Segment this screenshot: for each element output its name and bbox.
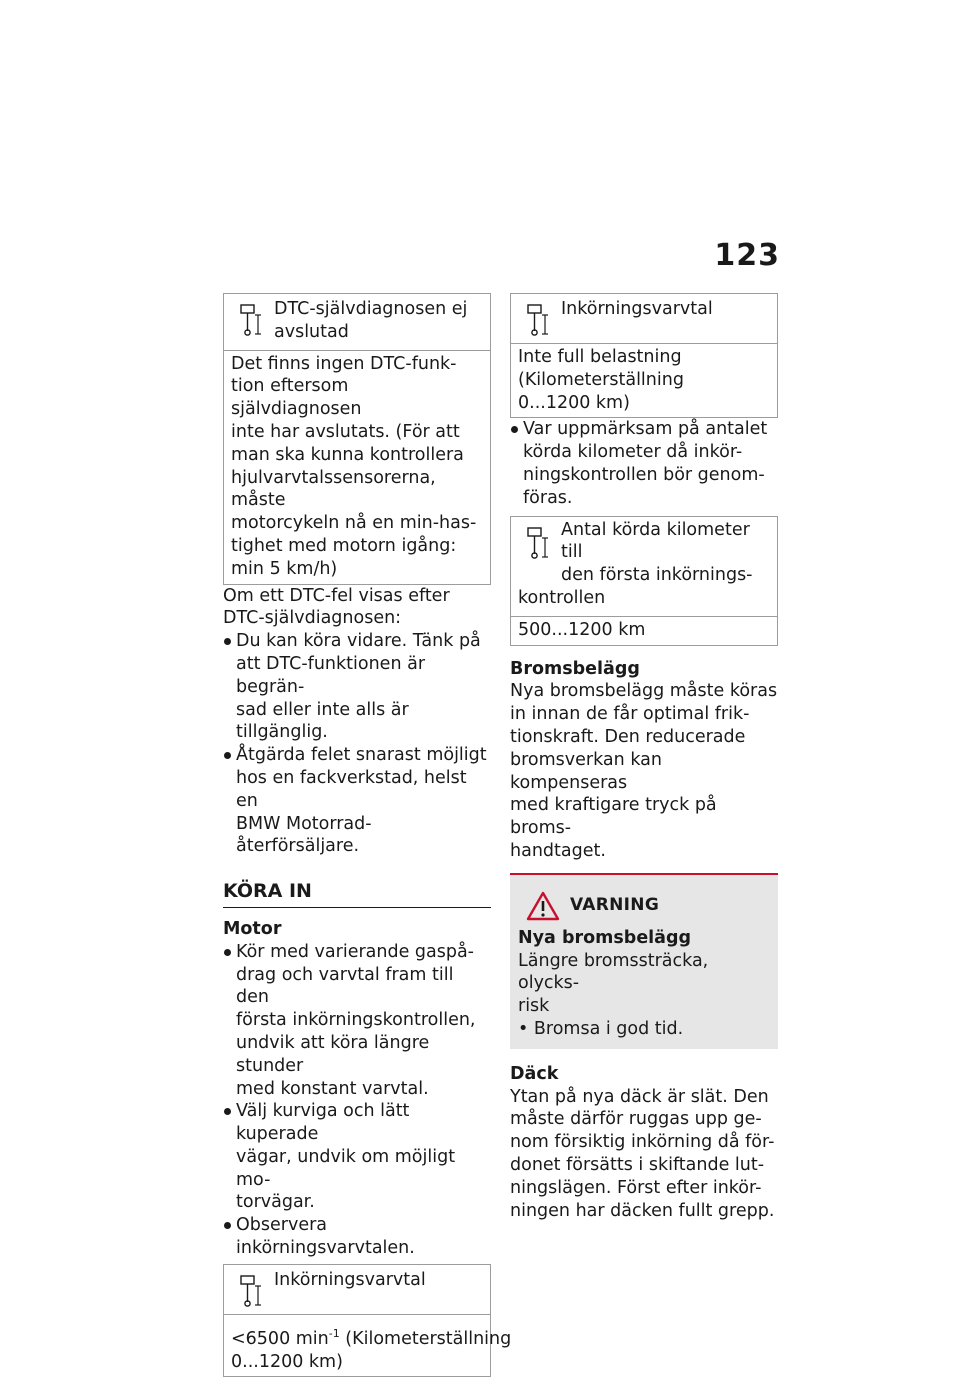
- tire-title: Däck: [510, 1063, 559, 1084]
- list-item-line: undvik att köra längre stunder: [236, 1032, 430, 1076]
- paragraph-line: ningslägen. Först efter inkör-: [510, 1177, 762, 1198]
- spec-body-line: hjulvarvtalssensorerna, måste: [231, 467, 436, 511]
- spec-title-line: kontrollen: [518, 587, 606, 608]
- intro-line: DTC-självdiagnosen:: [223, 608, 402, 629]
- list-item: [510, 418, 778, 509]
- list-item-line: drag och varvtal fram till den: [236, 964, 454, 1008]
- spec-body-line: tion eftersom självdiagnosen: [231, 376, 362, 420]
- spec-body-line: min 5 km/h): [231, 558, 338, 579]
- spec-body-line: man ska kunna kontrollera: [231, 444, 464, 465]
- paragraph-line: tionskraft. Den reducerade: [510, 726, 746, 747]
- spec-title-line: avslutad: [274, 321, 349, 342]
- list-item-line: första inkörningskontrollen,: [236, 1010, 476, 1031]
- warning-title: Nya bromsbelägg: [518, 927, 692, 948]
- list-item: [223, 941, 491, 1101]
- spec-box-first-inspection: [510, 516, 778, 646]
- warning-header: [518, 889, 770, 923]
- warning-label: VARNING: [570, 895, 660, 916]
- spec-box-body: [224, 351, 490, 584]
- intro-line: Om ett DTC-fel visas efter: [223, 585, 450, 606]
- spec-box-header: [224, 294, 490, 351]
- spec-box-header: [511, 517, 777, 617]
- spec-body-line: tighet med motorn igång:: [231, 535, 457, 556]
- spec-title-line: DTC-självdiagnosen ej: [274, 299, 468, 319]
- paragraph-line: in innan de får optimal frik-: [510, 704, 750, 725]
- list-item-line: ningskontrollen bör genom-: [523, 464, 765, 485]
- brake-title: Bromsbelägg: [510, 658, 640, 679]
- list-item-line: sad eller inte alls är tillgänglig.: [236, 699, 409, 743]
- warning-triangle-icon: [526, 891, 560, 921]
- spec-body-line: 500...1200 km: [518, 619, 646, 640]
- spec-body-line: inte har avslutats. (För att: [231, 421, 460, 442]
- spec-body-line: (Kilometerställning: [518, 369, 684, 390]
- list-item-line: hos en fackverkstad, helst en: [236, 767, 467, 811]
- list-item: [223, 630, 491, 744]
- list-item-line: Var uppmärksam på antalet: [523, 419, 768, 440]
- paragraph-line: ningen har däcken fullt grepp.: [510, 1200, 775, 1221]
- specification-icon: [238, 1273, 268, 1309]
- spec-box-header: [511, 294, 777, 344]
- spec-box-body: [511, 617, 777, 645]
- paragraph-line: donet försätts i skiftande lut-: [510, 1154, 765, 1175]
- specification-icon: [238, 302, 268, 338]
- paragraph-line: med kraftigare tryck på broms-: [510, 795, 717, 839]
- list-item-line: att DTC-funktionen är begrän-: [236, 653, 426, 697]
- left-column: [223, 293, 512, 1377]
- motor-title: Motor: [223, 918, 282, 939]
- specification-icon: [525, 525, 555, 561]
- list-item-line: Observera inkörningsvarvtalen.: [236, 1215, 415, 1259]
- spec-box-body: [511, 344, 777, 417]
- spec-body-line: 0...1200 km): [231, 1351, 343, 1372]
- spec-title-line: den första inkörnings-: [561, 565, 753, 586]
- rpm-exponent: -1: [328, 1326, 340, 1340]
- paragraph-line: handtaget.: [510, 840, 606, 861]
- page-number: 123: [714, 238, 780, 273]
- list-item-line: BMW Motorrad-återförsäljare.: [236, 813, 372, 857]
- list-item-line: Du kan köra vidare. Tänk på: [236, 631, 481, 652]
- warning-line: Längre bromssträcka, olycks-: [518, 950, 709, 994]
- spec-body-line: 0...1200 km): [518, 392, 630, 413]
- spec-title-line: Antal körda kilometer till: [561, 519, 750, 563]
- paragraph-line: nom försiktig inkörning då för-: [510, 1132, 775, 1153]
- list-item-line: Kör med varierande gaspå-: [236, 941, 475, 962]
- spec-body-line: Inte full belastning: [518, 347, 682, 367]
- dtc-fault-list: [223, 630, 491, 858]
- list-item-line: torvägar.: [236, 1192, 315, 1213]
- list-item-line: Åtgärda felet snarast möjligt: [236, 745, 487, 766]
- list-item-line: med konstant varvtal.: [236, 1078, 429, 1099]
- paragraph-line: måste därför ruggas upp ge-: [510, 1109, 762, 1130]
- warning-line: risk: [518, 996, 550, 1017]
- list-item-line: Välj kurviga och lätt kuperade: [236, 1101, 410, 1145]
- paragraph-line: bromsverkan kan kompenseras: [510, 749, 662, 793]
- spec-box-body: [224, 1315, 512, 1376]
- spec-box-dtc-selfdiagnosis: [223, 293, 491, 585]
- motor-list: [223, 941, 491, 1260]
- specification-icon: [525, 302, 555, 338]
- list-item: [223, 1214, 491, 1260]
- spec-body-line: motorcykeln nå en min-has-: [231, 513, 477, 534]
- list-item-line: körda kilometer då inkör-: [523, 442, 743, 463]
- paragraph-line: Nya bromsbelägg måste köras: [510, 681, 778, 702]
- spec-body-line: Det finns ingen DTC-funk-: [231, 353, 457, 374]
- spec-box-break-in-rpm-partial-load: [510, 293, 778, 418]
- spec-title: Inkörningsvarvtal: [561, 299, 713, 319]
- list-item-line: vägar, undvik om möjligt mo-: [236, 1146, 456, 1190]
- section-title: KÖRA IN: [223, 880, 491, 908]
- mileage-label: (Kilometerställning: [339, 1328, 512, 1349]
- warning-box: [510, 873, 778, 1049]
- spec-box-break-in-rpm: [223, 1264, 512, 1377]
- spec-body-line: [231, 1323, 512, 1351]
- spec-box-header: [224, 1265, 490, 1315]
- spec-title: Inkörningsvarvtal: [274, 1269, 426, 1290]
- rpm-value: <6500 min: [231, 1328, 329, 1349]
- list-item: [223, 744, 491, 858]
- list-item-line: föras.: [523, 487, 573, 508]
- right-column: [510, 293, 778, 1222]
- mileage-list: [510, 418, 778, 509]
- paragraph-line: Ytan på nya däck är slät. Den: [510, 1086, 769, 1107]
- list-item: [223, 1100, 491, 1214]
- warning-bullet: • Bromsa i god tid.: [518, 1018, 684, 1039]
